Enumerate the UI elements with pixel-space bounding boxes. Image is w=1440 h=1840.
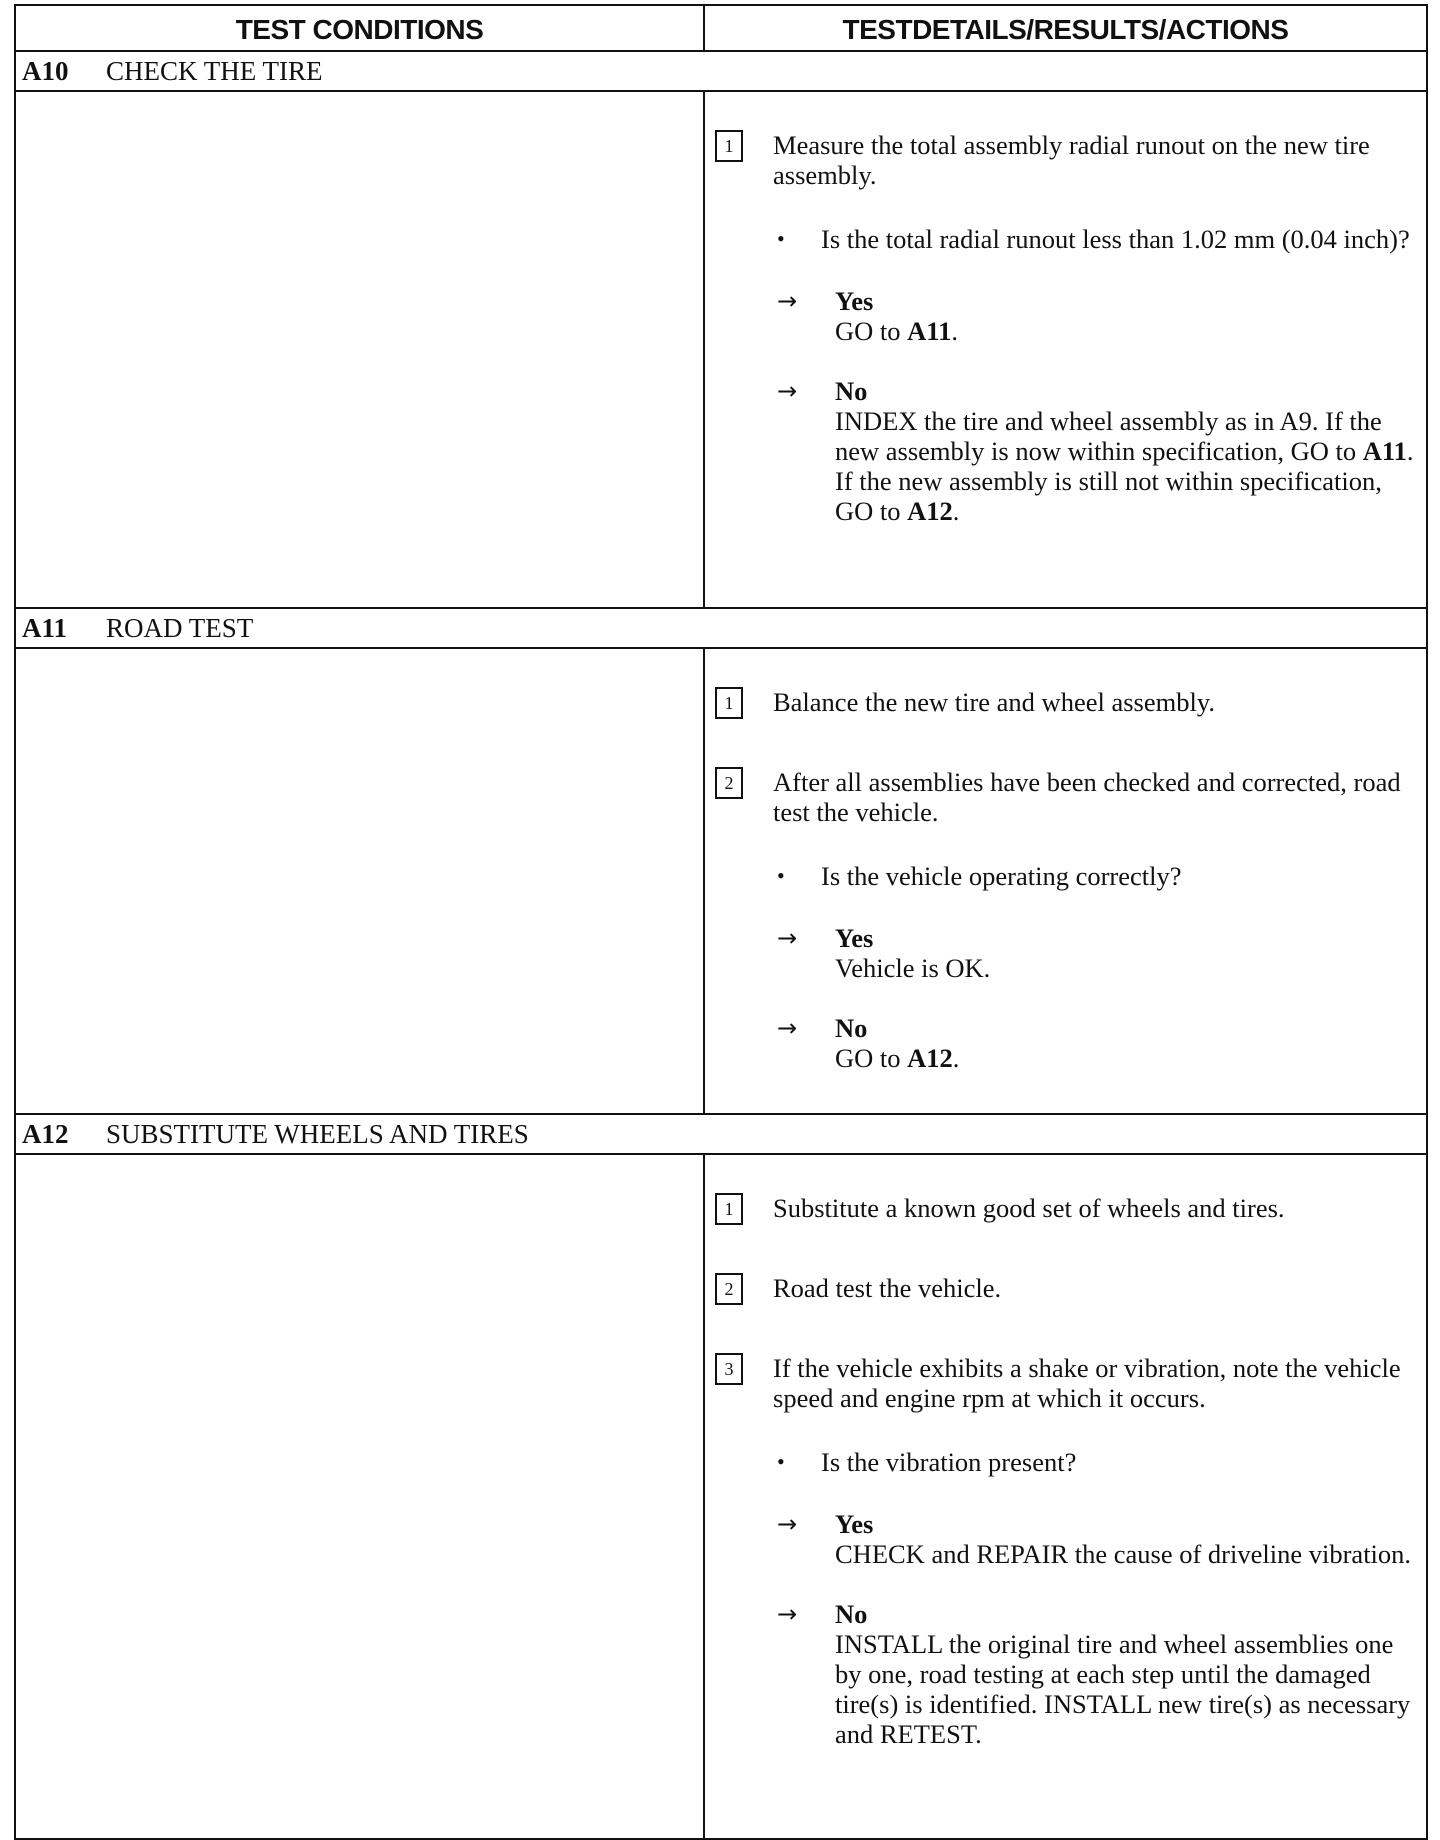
step-number-box: 3 <box>715 1353 743 1385</box>
answer-yes <box>777 1509 1414 1569</box>
section-title: ROAD TEST <box>106 612 254 643</box>
bullet-icon: • <box>777 226 785 251</box>
answer-no <box>777 1599 1414 1749</box>
step-item <box>715 1353 1414 1413</box>
answer-label: Yes <box>835 1509 874 1539</box>
test-details-cell <box>704 91 1427 608</box>
step-item <box>715 1273 1414 1305</box>
answer-label: No <box>835 1013 868 1043</box>
section-body-a12 <box>15 1154 1427 1839</box>
step-reference: A11 <box>907 316 952 346</box>
step-number-box: 2 <box>715 1273 743 1305</box>
test-details-cell <box>704 648 1427 1114</box>
step-reference: A12 <box>907 1043 953 1073</box>
section-body-a10 <box>15 91 1427 608</box>
section-title: SUBSTITUTE WHEELS AND TIRES <box>106 1118 529 1149</box>
section-title-cell <box>15 1114 1427 1154</box>
answer-label: Yes <box>835 286 874 316</box>
arrow-icon: → <box>777 924 798 952</box>
answer-text: CHECK and REPAIR the cause of driveline vibration. <box>835 1539 1412 1569</box>
step-text: Measure the total assembly radial runout on the new tire assembly. <box>773 130 1370 190</box>
section-title-cell <box>15 51 1427 91</box>
section-body-a11 <box>15 648 1427 1114</box>
section-id: A10 <box>22 55 69 86</box>
step-text: If the vehicle exhibits a shake or vibration, note the vehicle speed and engine rpm at which it occurs. <box>773 1353 1401 1413</box>
step-item <box>715 687 1414 719</box>
section-title-cell <box>15 608 1427 648</box>
step-text: After all assemblies have been checked and corrected, road test the vehicle. <box>773 767 1401 827</box>
answer-no <box>777 1013 1414 1073</box>
step-number-box: 2 <box>715 767 743 799</box>
step-text: Road test the vehicle. <box>773 1273 1002 1303</box>
answer-text: INDEX the tire and wheel assembly as in A9. If the new assembly is now within specification, GO to A11. If the new assembly is still not within specification, GO to A12. <box>835 406 1414 526</box>
answer-text: Vehicle is OK. <box>835 953 991 983</box>
step-item <box>715 767 1414 827</box>
arrow-icon: → <box>777 377 798 405</box>
test-details-cell <box>704 1154 1427 1839</box>
table-header-row <box>15 5 1427 51</box>
bullet-icon: • <box>777 1449 785 1474</box>
step-item <box>715 1193 1414 1225</box>
answer-yes <box>777 923 1414 983</box>
header-test-details: TESTDETAILS/RESULTS/ACTIONS <box>704 5 1427 51</box>
section-title: CHECK THE TIRE <box>106 55 323 86</box>
step-number-box: 1 <box>715 1193 743 1225</box>
answer-text: INSTALL the original tire and wheel assemblies one by one, road testing at each step until the damaged tire(s) is identified. INSTALL new tire(s) as necessary and RETEST. <box>835 1629 1411 1749</box>
step-reference: A11 <box>1362 436 1407 466</box>
test-conditions-cell <box>15 91 704 608</box>
section-id: A12 <box>22 1118 69 1149</box>
diagnostic-table-page <box>14 4 1426 1840</box>
test-conditions-cell <box>15 648 704 1114</box>
section-header-a12 <box>15 1114 1427 1154</box>
section-header-a10 <box>15 51 1427 91</box>
answer-text: GO to A11. <box>835 316 958 346</box>
header-test-conditions: TEST CONDITIONS <box>15 5 704 51</box>
answer-yes <box>777 286 1414 346</box>
question-text: Is the total radial runout less than 1.02 mm (0.04 inch)? <box>821 224 1410 254</box>
step-number-box: 1 <box>715 130 743 162</box>
bullet-icon: • <box>777 863 785 888</box>
test-conditions-cell <box>15 1154 704 1839</box>
question-text: Is the vehicle operating correctly? <box>821 861 1182 891</box>
arrow-icon: → <box>777 1014 798 1042</box>
question-text: Is the vibration present? <box>821 1447 1077 1477</box>
section-header-a11 <box>15 608 1427 648</box>
answer-text: GO to A12. <box>835 1043 960 1073</box>
answer-label: No <box>835 376 868 406</box>
question <box>777 861 1414 891</box>
step-text: Substitute a known good set of wheels and tires. <box>773 1193 1285 1223</box>
answer-label: Yes <box>835 923 874 953</box>
answer-no <box>777 376 1414 526</box>
diagnostic-table <box>14 4 1428 1840</box>
question <box>777 224 1414 254</box>
answer-label: No <box>835 1599 868 1629</box>
arrow-icon: → <box>777 287 798 315</box>
arrow-icon: → <box>777 1510 798 1538</box>
arrow-icon: → <box>777 1600 798 1628</box>
step-item <box>715 130 1414 190</box>
step-text: Balance the new tire and wheel assembly. <box>773 687 1215 717</box>
step-number-box: 1 <box>715 687 743 719</box>
step-reference: A12 <box>907 496 953 526</box>
section-id: A11 <box>22 612 68 643</box>
question <box>777 1447 1414 1477</box>
